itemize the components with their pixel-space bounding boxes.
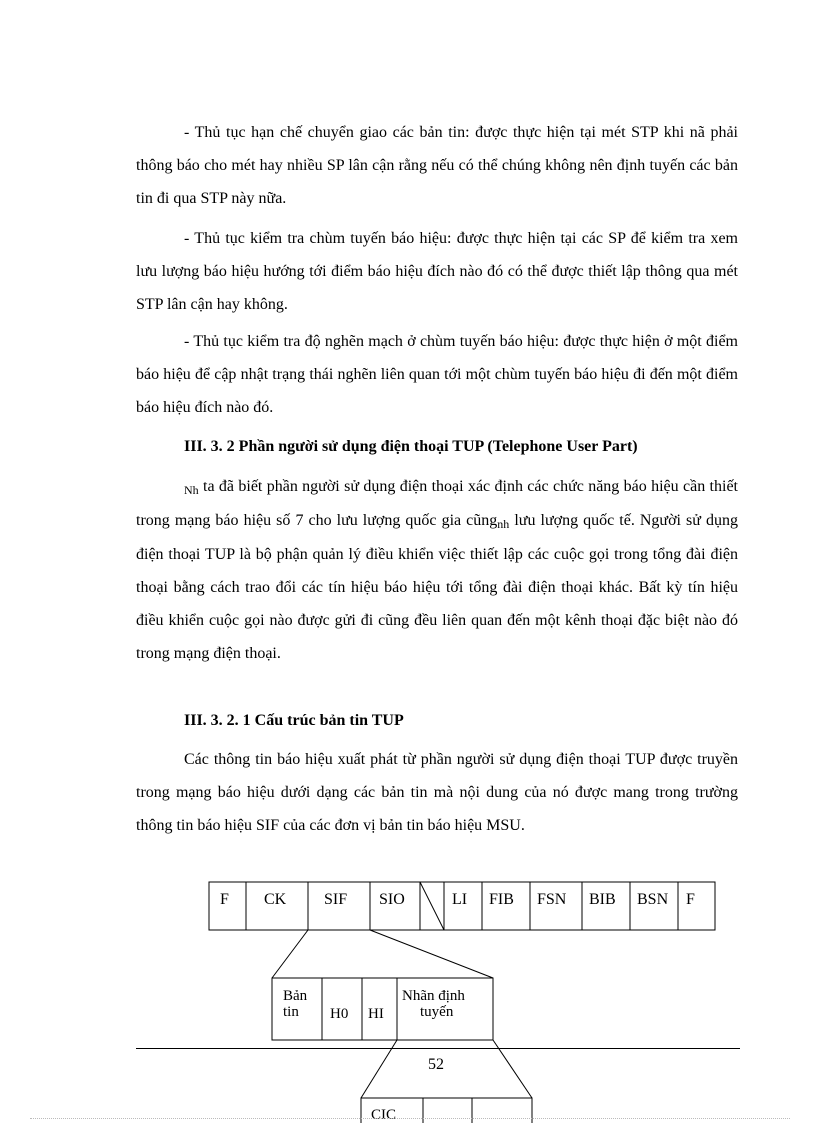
heading-tup-structure: III. 3. 2. 1 Cấu trúc bản tin TUP [184, 712, 404, 729]
field-ck: CK [264, 891, 287, 908]
field-f-start: F [220, 891, 229, 908]
msu-structure-diagram [0, 870, 816, 1123]
field-bsn: BSN [637, 891, 669, 908]
sif-h0: H0 [330, 1006, 349, 1022]
sif-ban-tin-line2: tin [283, 1004, 299, 1020]
label-cic: CIC [371, 1107, 397, 1123]
sif-nhan-line2: tuyến [420, 1004, 454, 1020]
paragraph-tup-intro: Nh ta đã biết phần người sử dụng điện thoại xác định các chức năng báo hiệu cần thiết trong mạng báo hiệu số 7 cho lưu lượng quốc gia cũngnh lưu lượng quốc tế. Người sử dụng điện thoại TUP là bộ phận quản lý điều khiển việc thiết lập các cuộc gọi trong tổng đài điện thoại bằng cách trao đổi các tín hiệu báo hiệu tới tổng đài điện thoại khác. Bất kỳ tín hiệu điều khiển cuộc gọi nào được gửi đi cũng đều liên quan đến một kênh thoại đặc biệt nào đó trong mạng điện thoại. [136, 478, 738, 662]
paragraph-congestion-test: - Thủ tục kiểm tra độ nghẽn mạch ở chùm tuyến báo hiệu: được thực hiện ở một điểm báo hiệu để cập nhật trạng thái nghẽn liên quan tới một chùm tuyến báo hiệu đi đến một điểm báo hiệu đích nào đó. [136, 333, 738, 416]
page-number: 52 [428, 1056, 444, 1073]
lead-word: Nh [184, 483, 199, 497]
superscript-fragment: nh [497, 517, 510, 531]
field-fsn: FSN [537, 891, 567, 908]
sif-ban-tin-line1: Bản [283, 988, 308, 1004]
paragraph-restricted-transfer: - Thủ tục hạn chế chuyển giao các bản tin: được thực hiện tại mét STP khi nã phải thông báo cho mét hay nhiều SP lân cận rằng nếu có thể chúng không nên định tuyến các bản tin đi qua STP này nữa. [136, 124, 738, 207]
field-fib: FIB [489, 891, 514, 908]
sif-nhan-line1: Nhãn định [402, 988, 465, 1004]
page-edge-dotted-line [30, 1118, 790, 1119]
sif-h1: HI [368, 1006, 384, 1022]
field-li: LI [452, 891, 468, 908]
paragraph-tup-message: Các thông tin báo hiệu xuất phát từ phần người sử dụng điện thoại TUP được truyền trong mạng báo hiệu dưới dạng các bản tin mà nội dung của nó được mang trong trường thông tin báo hiệu SIF của các đơn vị bản tin báo hiệu MSU. [136, 751, 738, 834]
paragraph-route-set-test: - Thủ tục kiểm tra chùm tuyến báo hiệu: được thực hiện tại các SP để kiểm tra xem lưu lượng báo hiệu hướng tới điểm báo hiệu đích nào đó có thể được thiết lập thông qua mét STP lân cận hay không. [136, 230, 738, 313]
field-bib: BIB [589, 891, 616, 908]
field-f-end: F [686, 891, 695, 908]
field-sio: SIO [379, 891, 405, 908]
heading-tup: III. 3. 2 Phần người sử dụng điện thoại TUP (Telephone User Part) [184, 438, 638, 455]
footer-rule [136, 1048, 740, 1049]
field-sif: SIF [324, 891, 348, 908]
